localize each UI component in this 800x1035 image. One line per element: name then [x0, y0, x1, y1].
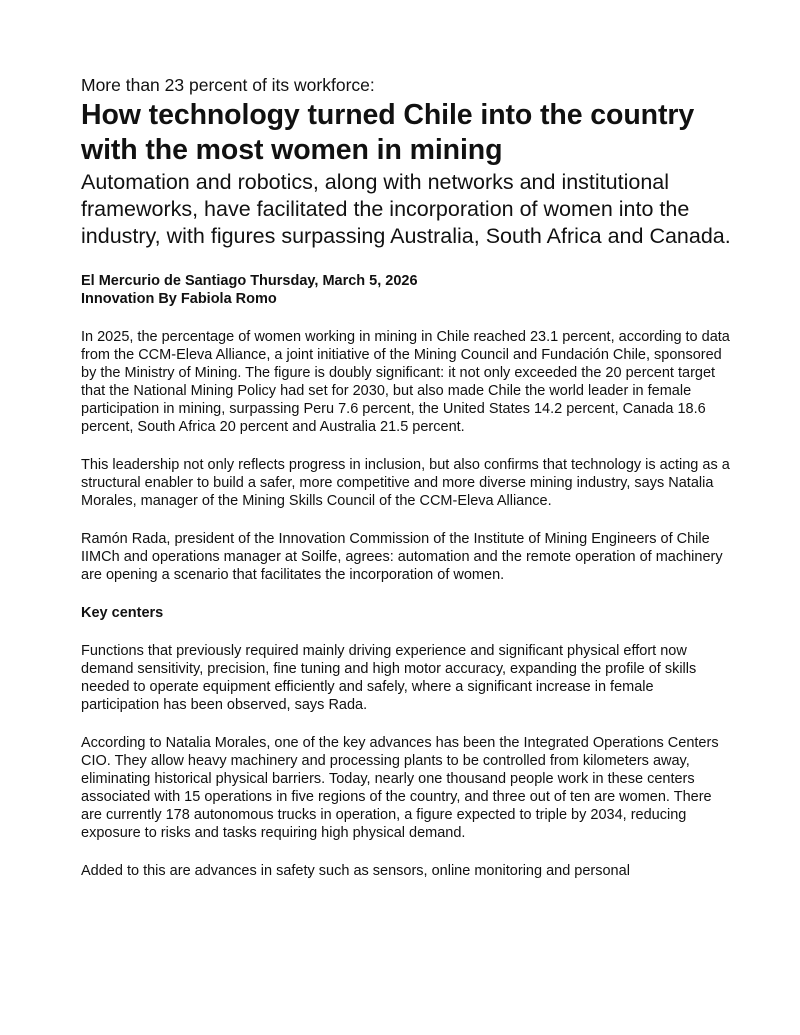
- paragraph: [81, 862, 731, 880]
- paragraph: [81, 530, 731, 584]
- paragraph: [81, 328, 731, 436]
- headline: How technology turned Chile into the country with the most women in mining: [81, 99, 695, 166]
- paragraph-text: In 2025, the percentage of women working in mining in Chile reached 23.1 percent, according to data from the CCM-Eleva Alliance, a joint initiative of the Mining Council and Fundación Chile, sponsored by the Ministry of Mining. The figure is doubly significant: it not only exceeded the 20 percent target that the National Mining Policy had set for 2030, but also made Chile the world leader in female participation in mining, surpassing Peru 7.6 percent, the United States 14.2 percent, Canada 18.6 percent, South Africa 20 percent and Australia 21.5 percent.: [81, 329, 730, 435]
- byline-author: Innovation By Fabiola Romo: [81, 291, 277, 307]
- paragraph-text: Functions that previously required mainly driving experience and significant physical effort now demand sensitivity, precision, fine tuning and high motor accuracy, expanding the profile of skills needed to operate equipment efficiently and safely, where a significant increase in female participation has been observed, says Rada.: [81, 643, 697, 713]
- byline-publication: El Mercurio de Santiago Thursday, March 5, 2026: [81, 273, 418, 289]
- byline: [81, 272, 731, 308]
- paragraph-text: This leadership not only reflects progress in inclusion, but also confirms that technology is acting as a structural enabler to build a safer, more competitive and more diverse mining industry, says Natalia Morales, manager of the Mining Skills Council of the CCM-Eleva Alliance.: [81, 457, 730, 509]
- paragraph-text: Added to this are advances in safety such as sensors, online monitoring and personal: [81, 863, 630, 879]
- article: [81, 70, 731, 880]
- section-heading: Key centers: [81, 605, 164, 621]
- paragraph-text: Ramón Rada, president of the Innovation Commission of the Institute of Mining Engineers of Chile IIMCh and operations manager at Soilfe, agrees: automation and the remote operation of machinery are opening a scenario that facilitates the incorporation of women.: [81, 531, 723, 583]
- subhead: Automation and robotics, along with networks and institutional frameworks, have facilitated the incorporation of women into the industry, with figures surpassing Australia, South Africa and Canada.: [81, 170, 731, 248]
- kicker: More than 23 percent of its workforce:: [81, 75, 375, 95]
- paragraph-text: According to Natalia Morales, one of the key advances has been the Integrated Operations Centers CIO. They allow heavy machinery and processing plants to be controlled from kilometers away, eliminating historical physical barriers. Today, nearly one thousand people work in these centers associated with 15 operations in five regions of the country, and three out of ten are women. There are currently 178 autonomous trucks in operation, a figure expected to triple by 2034, reducing exposure to risks and tasks requiring high physical demand.: [81, 735, 719, 841]
- paragraph: [81, 734, 731, 842]
- paragraph: [81, 642, 731, 714]
- paragraph: [81, 456, 731, 510]
